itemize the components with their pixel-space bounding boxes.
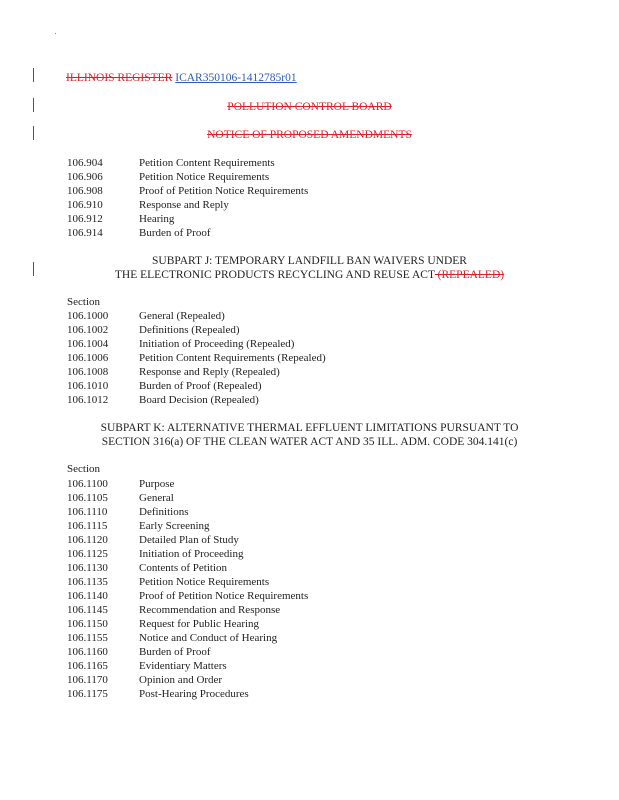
section-number: 106.912 [67,213,103,225]
subpart-k-heading-line1: SUBPART K: ALTERNATIVE THERMAL EFFLUENT LIMITATIONS PURSUANT TO [100,422,519,434]
repealed-marker: (REPEALED) [434,269,505,281]
list-item [67,365,326,379]
list-item [67,351,326,365]
section-number: 106.1115 [67,520,108,532]
list-item [67,337,326,351]
section-number: 106.1175 [67,688,108,700]
list-item [67,547,308,561]
subpart-k-heading-line2: SECTION 316(a) OF THE CLEAN WATER ACT AND 35 ILL. ADM. CODE 304.141(c) [101,436,518,448]
section-title: Petition Content Requirements (Repealed) [139,352,326,364]
list-item [67,687,308,701]
section-title: Contents of Petition [139,562,227,574]
section-title: Initiation of Proceeding (Repealed) [139,338,295,350]
subpart-j-heading-line1: SUBPART J: TEMPORARY LANDFILL BAN WAIVERS UNDER [152,255,467,267]
section-title: Petition Content Requirements [139,157,275,169]
section-title: Proof of Petition Notice Requirements [139,590,309,602]
list-item [67,212,308,226]
list-item [67,184,308,198]
section-title: Notice and Conduct of Hearing [139,632,278,644]
register-header [66,71,297,85]
section-number: 106.910 [67,199,103,211]
section-label: Section [67,463,100,475]
section-number: 106.914 [67,227,103,239]
section-number: 106.1125 [67,548,108,560]
section-title: Proof of Petition Notice Requirements [139,185,309,197]
list-item [67,673,308,687]
section-title: Petition Notice Requirements [139,171,270,183]
section-number: 106.1006 [67,352,109,364]
section-title: General [139,492,174,504]
section-title: Burden of Proof (Repealed) [139,380,262,392]
section-title: Burden of Proof [139,227,211,239]
section-number: 106.1160 [67,646,108,658]
section-title: Petition Notice Requirements [139,576,270,588]
section-title: Response and Reply [139,199,229,211]
list-item [67,575,308,589]
list-item [67,156,308,170]
scan-speck [55,33,56,34]
section-title: Definitions [139,506,189,518]
list-item [67,477,308,491]
section-number: 106.1130 [67,562,108,574]
list-item [67,645,308,659]
section-title: Hearing [139,213,175,225]
section-title: Post-Hearing Procedures [139,688,249,700]
list-item [67,533,308,547]
section-number: 106.1105 [67,492,108,504]
section-number: 106.1004 [67,338,109,350]
list-item [67,226,308,240]
list-item [67,617,308,631]
list-item [67,561,308,575]
section-number: 106.1170 [67,674,108,686]
list-item [67,659,308,673]
list-item [67,603,308,617]
list-item [67,323,326,337]
section-number: 106.1012 [67,394,109,406]
section-number: 106.1145 [67,604,108,616]
section-label: Section [67,296,100,308]
list-item [67,589,308,603]
section-number: 106.1000 [67,310,109,322]
section-number: 106.1002 [67,324,109,336]
section-title: Response and Reply (Repealed) [139,366,280,378]
list-item [67,505,308,519]
section-number: 106.1100 [67,478,108,490]
toc-list-top [67,156,308,240]
section-number: 106.908 [67,185,103,197]
section-title: Early Screening [139,520,210,532]
subpart-j-act-name: THE ELECTRONIC PRODUCTS RECYCLING AND REUSE ACT [114,269,435,281]
section-title: Initiation of Proceeding [139,548,244,560]
section-number: 106.1010 [67,380,109,392]
section-number: 106.1155 [67,632,108,644]
subpart-j-heading-line2 [0,268,619,282]
section-title: Evidentiary Matters [139,660,227,672]
change-bar [33,68,34,82]
section-title: Definitions (Repealed) [139,324,240,336]
section-number: 106.1110 [67,506,108,518]
section-number: 106.904 [67,157,103,169]
register-title: ILLINOIS REGISTER [66,72,173,84]
list-item [67,393,326,407]
register-code: ICAR350106-1412785r01 [175,72,297,84]
section-number: 106.1165 [67,660,108,672]
section-title: Board Decision (Repealed) [139,394,259,406]
list-item [67,309,326,323]
section-number: 106.1140 [67,590,108,602]
section-title: General (Repealed) [139,310,225,322]
section-title: Request for Public Hearing [139,618,260,630]
board-title: POLLUTION CONTROL BOARD [227,101,392,113]
list-item [67,519,308,533]
section-number: 106.906 [67,171,103,183]
section-title: Detailed Plan of Study [139,534,239,546]
list-item [67,170,308,184]
section-number: 106.1120 [67,534,108,546]
section-number: 106.1135 [67,576,108,588]
section-number: 106.1150 [67,618,108,630]
list-item [67,379,326,393]
notice-title: NOTICE OF PROPOSED AMENDMENTS [207,129,412,141]
toc-list-subpart-k [67,477,308,701]
list-item [67,491,308,505]
list-item [67,631,308,645]
section-number: 106.1008 [67,366,109,378]
toc-list-subpart-j [67,309,326,407]
section-title: Burden of Proof [139,646,211,658]
section-title: Purpose [139,478,175,490]
list-item [67,198,308,212]
section-title: Opinion and Order [139,674,223,686]
section-title: Recommendation and Response [139,604,281,616]
